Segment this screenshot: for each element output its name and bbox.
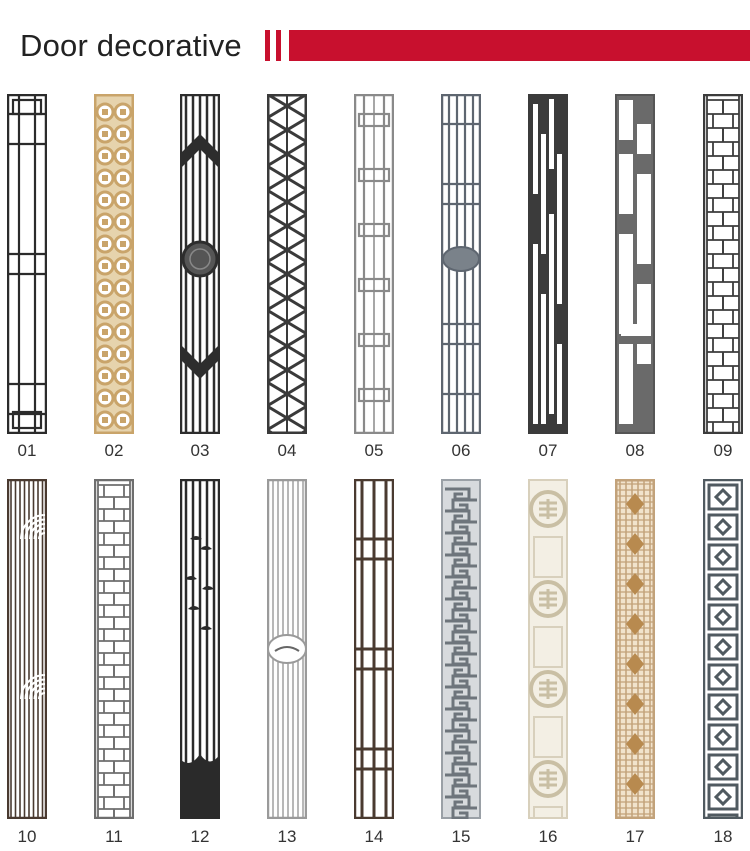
panel-label-15: 15 bbox=[451, 827, 471, 846]
panel-label-02: 02 bbox=[104, 441, 124, 460]
panel-16 bbox=[528, 479, 568, 819]
panel-06 bbox=[441, 94, 481, 434]
panel-image-08 bbox=[615, 94, 655, 434]
panel-image-06 bbox=[441, 94, 481, 434]
panel-10 bbox=[7, 479, 47, 819]
panel-04 bbox=[267, 94, 307, 434]
panel-image-02 bbox=[94, 94, 134, 434]
page-title: Door decorative bbox=[20, 28, 242, 63]
panel-05 bbox=[354, 94, 394, 434]
accent-bar-thin-left bbox=[265, 30, 270, 61]
panel-label-14: 14 bbox=[364, 827, 384, 846]
panel-image-14 bbox=[354, 479, 394, 819]
panel-image-10 bbox=[7, 479, 47, 819]
accent-bar-main bbox=[289, 30, 750, 61]
accent-bar-thin-right bbox=[276, 30, 281, 61]
panel-label-01: 01 bbox=[17, 441, 37, 460]
panel-label-17: 17 bbox=[625, 827, 645, 846]
panel-label-10: 10 bbox=[17, 827, 37, 846]
panel-07 bbox=[528, 94, 568, 434]
panel-label-13: 13 bbox=[277, 827, 297, 846]
panel-image-01 bbox=[7, 94, 47, 434]
panel-18 bbox=[703, 479, 743, 819]
panel-15 bbox=[441, 479, 481, 819]
panel-11 bbox=[94, 479, 134, 819]
panel-image-13 bbox=[267, 479, 307, 819]
panel-image-04 bbox=[267, 94, 307, 434]
page-header bbox=[0, 0, 750, 90]
panel-12 bbox=[180, 479, 220, 819]
panel-label-18: 18 bbox=[713, 827, 733, 846]
panel-13 bbox=[267, 479, 307, 819]
panel-image-07 bbox=[528, 94, 568, 434]
panel-09 bbox=[703, 94, 743, 434]
panel-17 bbox=[615, 479, 655, 819]
panel-image-05 bbox=[354, 94, 394, 434]
panel-label-08: 08 bbox=[625, 441, 645, 460]
panel-label-16: 16 bbox=[538, 827, 558, 846]
panel-08 bbox=[615, 94, 655, 434]
panel-label-05: 05 bbox=[364, 441, 384, 460]
panel-image-03 bbox=[180, 94, 220, 434]
panel-label-03: 03 bbox=[190, 441, 210, 460]
panel-image-12 bbox=[180, 479, 220, 819]
panel-image-09 bbox=[703, 94, 743, 434]
panel-image-18 bbox=[703, 479, 743, 819]
panel-label-12: 12 bbox=[190, 827, 210, 846]
panel-label-11: 11 bbox=[105, 827, 123, 846]
panel-01 bbox=[7, 94, 47, 434]
panel-image-15 bbox=[441, 479, 481, 819]
panel-03 bbox=[180, 94, 220, 434]
panel-label-06: 06 bbox=[451, 441, 471, 460]
panel-label-09: 09 bbox=[713, 441, 733, 460]
panel-image-16 bbox=[528, 479, 568, 819]
panel-image-11 bbox=[94, 479, 134, 819]
panel-image-17 bbox=[615, 479, 655, 819]
panel-label-07: 07 bbox=[538, 441, 558, 460]
panel-14 bbox=[354, 479, 394, 819]
panel-label-04: 04 bbox=[277, 441, 297, 460]
panel-02 bbox=[94, 94, 134, 434]
